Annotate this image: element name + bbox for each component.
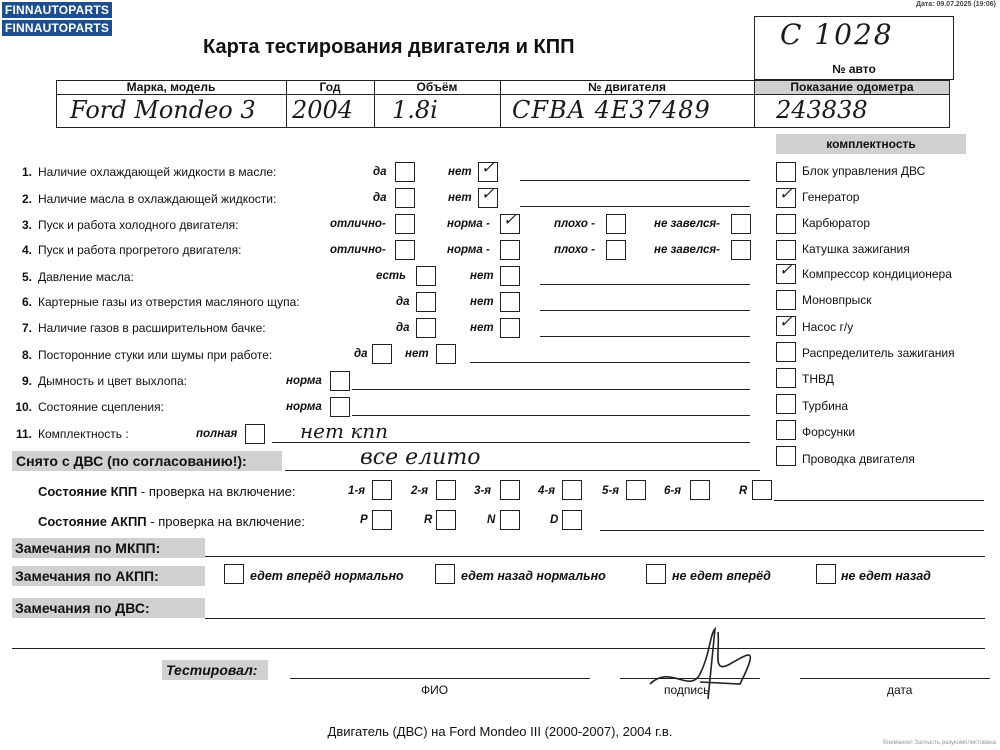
- kpp-gear-4-label: 4-я: [538, 485, 555, 497]
- komp-item-11-label: Форсунки: [802, 425, 856, 439]
- q2-yes-label: да: [373, 192, 387, 204]
- question-3: 3. Пуск и работа холодного двигателя:: [21, 218, 239, 232]
- kpp-gear-2-label: 2-я: [411, 485, 428, 497]
- question-8: 8. Посторонние стуки или шумы при работе:: [21, 348, 273, 362]
- komp-item-12-checkbox[interactable]: [776, 446, 796, 466]
- komp-item-3-checkbox[interactable]: [776, 214, 796, 234]
- kpp-gear-r-label: R: [739, 485, 748, 497]
- check-mark-icon: ✓: [481, 184, 495, 203]
- question-2: 2. Наличие масла в охлаждающей жидкости:: [21, 192, 277, 206]
- q3-excellent-label: отлично-: [330, 218, 386, 230]
- footer-caption: Двигатель (ДВС) на Ford Mondeo III (2000-2007), 2004 г.в.: [327, 724, 673, 739]
- akpp-backward-ok-checkbox[interactable]: [435, 564, 455, 584]
- page-title: Карта тестирования двигателя и КПП: [203, 36, 575, 58]
- akpp-gear-r-label: R: [424, 514, 433, 526]
- q7-yes-label: да: [396, 322, 410, 334]
- kpp-gear-r-checkbox[interactable]: [752, 480, 772, 500]
- removed-handwritten-note: все елито: [360, 445, 481, 470]
- check-mark-icon: ✓: [503, 210, 517, 229]
- question-4: 4. Пуск и работа прогретого двигателя:: [21, 243, 242, 257]
- remarks-dvs-label: Замечания по ДВС:: [12, 598, 205, 618]
- komp-item-9-label: ТНВД: [802, 372, 834, 386]
- akpp-forward-ok-checkbox[interactable]: [224, 564, 244, 584]
- kpp-gear-6-checkbox[interactable]: [690, 480, 710, 500]
- q6-yes-checkbox[interactable]: [416, 292, 436, 312]
- q4-no-start-label: не завелся-: [654, 244, 720, 256]
- q8-no-label: нет: [405, 348, 429, 360]
- komp-item-3-label: Карбюратор: [802, 216, 871, 230]
- year-value: 2004: [292, 96, 354, 124]
- akpp-gear-n-label: N: [487, 514, 496, 526]
- col-year: Год: [319, 80, 341, 94]
- q4-bad-checkbox[interactable]: [606, 240, 626, 260]
- watermark: Внимание! Запчасть разукомплектована: [882, 740, 996, 746]
- check-mark-icon: ✓: [779, 312, 793, 331]
- komp-item-9-checkbox[interactable]: [776, 368, 796, 388]
- q6-yes-label: да: [396, 296, 410, 308]
- q10-normal-checkbox[interactable]: [330, 397, 350, 417]
- akpp-no-forward-checkbox[interactable]: [646, 564, 666, 584]
- question-6: 6. Картерные газы из отверстия масляного щупа:: [21, 295, 300, 309]
- brand-logo: FINNAUTOPARTS: [2, 2, 112, 18]
- q11-full-checkbox[interactable]: [245, 424, 265, 444]
- signature-label: подпись: [664, 683, 710, 697]
- col-engine-number: № двигателя: [588, 80, 666, 94]
- question-1: 1. Наличие охлаждающей жидкости в масле:: [21, 165, 277, 179]
- brand-logo-secondary: FINNAUTOPARTS: [2, 20, 112, 36]
- q11-full-label: полная: [196, 428, 238, 440]
- col-odometer: Показание одометра: [790, 80, 914, 94]
- kpp-gear-2-checkbox[interactable]: [436, 480, 456, 500]
- q5-yes-label: есть: [376, 270, 406, 282]
- check-mark-icon: ✓: [779, 184, 793, 203]
- komp-item-1-checkbox[interactable]: [776, 162, 796, 182]
- col-make-model: Марка, модель: [126, 80, 216, 94]
- tested-label: Тестировал:: [162, 660, 268, 680]
- question-11: 11. Комплектность :: [15, 427, 129, 441]
- kpp-gear-3-checkbox[interactable]: [500, 480, 520, 500]
- check-mark-icon: ✓: [779, 260, 793, 279]
- akpp-no-backward-checkbox[interactable]: [816, 564, 836, 584]
- q4-normal-checkbox[interactable]: [500, 240, 520, 260]
- q8-yes-checkbox[interactable]: [372, 344, 392, 364]
- komp-item-10-label: Турбина: [802, 399, 849, 413]
- komplektnost-title: комплектность: [776, 134, 966, 154]
- q4-bad-label: плохо -: [554, 244, 595, 256]
- q7-no-checkbox[interactable]: [500, 318, 520, 338]
- q5-no-label: нет: [470, 270, 494, 282]
- komp-item-8-label: Распределитель зажигания: [802, 346, 955, 360]
- odometer-value: 243838: [776, 96, 868, 124]
- engine-number-value: CFBA 4E37489: [512, 96, 711, 124]
- car-number-value: C 1028: [780, 18, 894, 51]
- komp-item-12-label: Проводка двигателя: [802, 452, 915, 466]
- col-volume: Объём: [416, 80, 458, 94]
- q11-handwritten-note: нет кпп: [300, 419, 389, 443]
- q2-no-label: нет: [448, 192, 472, 204]
- remarks-akpp-label: Замечания по АКПП:: [12, 566, 205, 586]
- q9-normal-checkbox[interactable]: [330, 371, 350, 391]
- q4-excellent-label: отлично-: [330, 244, 386, 256]
- handwritten-signature: [640, 624, 770, 704]
- q3-no-start-checkbox[interactable]: [731, 214, 751, 234]
- q7-yes-checkbox[interactable]: [416, 318, 436, 338]
- komp-item-4-checkbox[interactable]: [776, 240, 796, 260]
- q3-bad-checkbox[interactable]: [606, 214, 626, 234]
- q4-excellent-checkbox[interactable]: [395, 240, 415, 260]
- kpp-gear-5-label: 5-я: [602, 485, 619, 497]
- q10-normal-label: норма: [286, 401, 322, 413]
- volume-value: 1.8i: [392, 96, 438, 124]
- kpp-gear-3-label: 3-я: [474, 485, 491, 497]
- remarks-mkpp-label: Замечания по МКПП:: [12, 538, 205, 558]
- date-label: дата: [887, 683, 913, 697]
- komp-item-4-label: Катушка зажигания: [802, 242, 910, 256]
- q1-no-label: нет: [448, 166, 472, 178]
- akpp-gear-r-checkbox[interactable]: [436, 510, 456, 530]
- q8-no-checkbox[interactable]: [436, 344, 456, 364]
- q2-yes-checkbox[interactable]: [395, 188, 415, 208]
- q3-no-start-label: не завелся-: [654, 218, 720, 230]
- q3-bad-label: плохо -: [554, 218, 595, 230]
- kpp-gear-4-checkbox[interactable]: [562, 480, 582, 500]
- kpp-gear-5-checkbox[interactable]: [626, 480, 646, 500]
- q5-yes-checkbox[interactable]: [416, 266, 436, 286]
- komp-item-7-label: Насос г/у: [802, 320, 854, 334]
- question-7: 7. Наличие газов в расширительном бачке:: [21, 321, 266, 335]
- q4-no-start-checkbox[interactable]: [731, 240, 751, 260]
- komp-item-1-label: Блок управления ДВС: [802, 164, 926, 178]
- komp-item-11-checkbox[interactable]: [776, 420, 796, 440]
- q5-no-checkbox[interactable]: [500, 266, 520, 286]
- fio-label: ФИО: [421, 683, 449, 697]
- akpp-backward-ok-label: едет назад нормально: [461, 569, 606, 583]
- car-number-label: № авто: [832, 62, 876, 76]
- question-5: 5. Давление масла:: [21, 270, 134, 284]
- akpp-gear-p-checkbox[interactable]: [372, 510, 392, 530]
- question-9: 9. Дымность и цвет выхлопа:: [21, 374, 187, 388]
- kpp-gear-1-checkbox[interactable]: [372, 480, 392, 500]
- q1-yes-checkbox[interactable]: [395, 162, 415, 182]
- check-mark-icon: ✓: [481, 158, 495, 177]
- question-10: 10. Состояние сцепления:: [15, 400, 164, 414]
- q9-normal-label: норма: [286, 375, 322, 387]
- komp-item-2-label: Генератор: [802, 190, 860, 204]
- kpp-gear-6-label: 6-я: [664, 485, 681, 497]
- q6-no-label: нет: [470, 296, 494, 308]
- q4-normal-label: норма -: [447, 244, 490, 256]
- akpp-gear-d-label: D: [550, 514, 559, 526]
- komp-item-6-checkbox[interactable]: [776, 290, 796, 310]
- komp-item-6-label: Моновпрыск: [802, 293, 872, 307]
- q3-normal-label: норма -: [447, 218, 490, 230]
- akpp-no-backward-label: не едет назад: [841, 569, 931, 583]
- akpp-gear-p-label: P: [360, 514, 368, 526]
- akpp-gear-d-checkbox[interactable]: [562, 510, 582, 530]
- komp-item-10-checkbox[interactable]: [776, 394, 796, 414]
- akpp-forward-ok-label: едет вперёд нормально: [250, 569, 404, 583]
- print-date: Дата: 09.07.2025 (19:06): [915, 1, 996, 8]
- q7-no-label: нет: [470, 322, 494, 334]
- kpp-gear-1-label: 1-я: [348, 485, 365, 497]
- removed-label: Снято с ДВС (по согласованию!):: [12, 451, 282, 471]
- q3-excellent-checkbox[interactable]: [395, 214, 415, 234]
- make-model-value: Ford Mondeo 3: [70, 96, 256, 124]
- akpp-gear-n-checkbox[interactable]: [500, 510, 520, 530]
- q6-no-checkbox[interactable]: [500, 292, 520, 312]
- komp-item-5-label: Компрессор кондиционера: [802, 267, 952, 281]
- q8-yes-label: да: [354, 348, 368, 360]
- q1-yes-label: да: [373, 166, 387, 178]
- akpp-no-forward-label: не едет вперёд: [672, 569, 771, 583]
- kpp-row-label: Состояние КПП - проверка на включение:: [38, 484, 296, 499]
- komp-item-8-checkbox[interactable]: [776, 342, 796, 362]
- akpp-row-label: Состояние АКПП - проверка на включение:: [38, 514, 305, 529]
